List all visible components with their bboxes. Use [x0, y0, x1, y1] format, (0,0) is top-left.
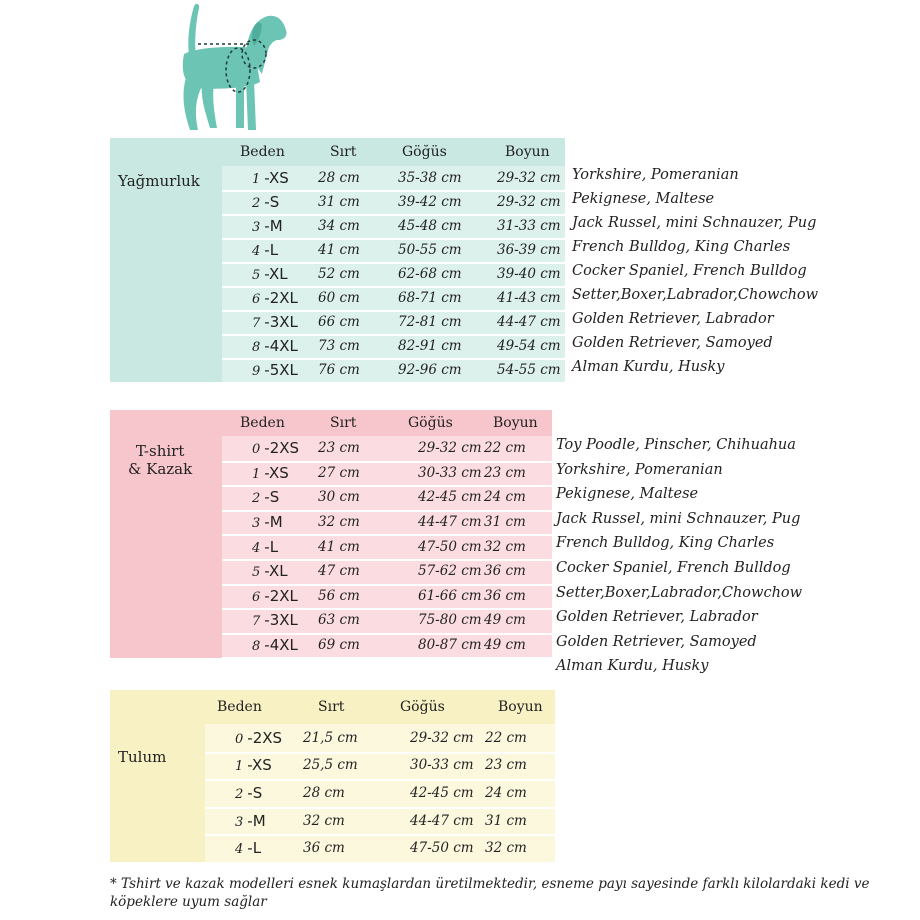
sirt-cell: 69 cm [318, 637, 360, 654]
table-row [222, 166, 565, 192]
sirt-cell: 60 cm [318, 290, 360, 306]
boyun-cell: 29-32 cm [497, 170, 561, 186]
breed-text: French Bulldog, King Charles [572, 239, 791, 255]
size-code: -3XL [264, 313, 298, 331]
gogus-cell: 44-47 cm [410, 812, 474, 829]
raincoat-label-column [110, 166, 222, 382]
gogus-cell: 42-45 cm [410, 784, 474, 801]
size-cell [235, 812, 266, 830]
gogus-cell: 35-38 cm [398, 170, 462, 186]
size-cell [252, 217, 283, 235]
size-cell [252, 265, 288, 283]
boyun-cell: 36-39 cm [497, 242, 561, 258]
sirt-cell: 47 cm [318, 563, 360, 580]
size-code: -S [247, 783, 263, 802]
sirt-cell: 56 cm [318, 587, 360, 604]
size-cell [252, 439, 299, 457]
breed-text: French Bulldog, King Charles [556, 535, 775, 552]
jumpsuit-rows [205, 724, 555, 862]
size-cell [235, 729, 282, 747]
boyun-cell: 24 cm [485, 784, 527, 801]
size-code: -L [264, 241, 279, 259]
table-row [222, 534, 552, 561]
size-cell [252, 337, 298, 355]
footnote: * Tshirt ve kazak modelleri esnek kumaşlardan üretilmektedir, esneme payı sayesinde farklı kilolardaki kedi ve köpeklere uyum sağlar [110, 876, 870, 910]
size-cell [235, 756, 272, 774]
size-code: -S [264, 488, 280, 507]
breed-text: Golden Retriever, Labrador [556, 609, 758, 626]
sirt-cell: 36 cm [303, 840, 345, 857]
gogus-cell: 92-96 cm [398, 362, 462, 378]
sirt-cell: 66 cm [318, 314, 360, 330]
breed-text: Cocker Spaniel, French Bulldog [556, 560, 791, 576]
raincoat-header [110, 138, 565, 166]
header-boyun: Boyun [498, 699, 543, 715]
boyun-cell: 31 cm [484, 514, 526, 531]
size-cell [252, 562, 288, 580]
boyun-cell: 39-40 cm [497, 266, 561, 282]
breed-text: Yorkshire, Pomeranian [572, 167, 739, 183]
tshirt-rows [222, 436, 552, 658]
breed-text: Pekignese, Maltese [572, 191, 715, 207]
table-row [205, 779, 555, 809]
table-row [222, 633, 552, 660]
table-row [222, 214, 565, 240]
tshirt-category: T-shirt & Kazak [128, 442, 193, 478]
gogus-cell: 44-47 cm [418, 514, 482, 531]
boyun-cell: 22 cm [484, 440, 526, 457]
breed-text: Golden Retriever, Labrador [572, 311, 774, 327]
size-number: 0 [252, 442, 261, 458]
size-code: -L [264, 537, 279, 556]
table-row [222, 584, 552, 611]
header-gogus: Göğüs [408, 415, 453, 431]
boyun-cell: 49 cm [484, 612, 526, 629]
tshirt-label-column [110, 436, 222, 658]
size-code: -3XL [264, 611, 298, 630]
size-code: -L [247, 839, 262, 858]
header-sirt: Sırt [330, 415, 357, 431]
boyun-cell: 32 cm [485, 840, 527, 857]
size-number: 7 [252, 316, 261, 331]
size-cell [252, 513, 283, 531]
size-number: 6 [252, 292, 261, 307]
table-row [222, 485, 552, 512]
breed-text: Golden Retriever, Samoyed [556, 633, 757, 650]
size-code: -2XS [264, 439, 300, 458]
table-row [205, 752, 555, 782]
sirt-cell: 31 cm [318, 194, 360, 210]
boyun-cell: 31-33 cm [497, 218, 561, 234]
boyun-cell: 22 cm [485, 729, 527, 746]
size-number: 1 [235, 759, 244, 775]
size-code: -M [264, 217, 283, 235]
jumpsuit-category: Tulum [118, 748, 167, 766]
gogus-cell: 39-42 cm [398, 194, 462, 210]
size-code: -4XL [264, 337, 298, 355]
boyun-cell: 49-54 cm [497, 338, 561, 354]
gogus-cell: 29-32 cm [410, 729, 474, 746]
sirt-cell: 52 cm [318, 266, 360, 282]
size-cell [252, 538, 278, 556]
breed-text: Pekignese, Maltese [556, 486, 699, 503]
size-number: 1 [252, 172, 261, 187]
boyun-cell: 23 cm [484, 464, 526, 481]
size-code: -XS [264, 463, 289, 482]
tshirt-header [110, 410, 552, 436]
header-beden: Beden [240, 415, 285, 431]
size-code: -4XL [264, 636, 298, 655]
size-cell [252, 488, 279, 506]
sirt-cell: 27 cm [318, 464, 360, 481]
table-row [222, 559, 552, 586]
size-code: -XS [264, 169, 289, 187]
table-row [222, 358, 565, 384]
boyun-cell: 36 cm [484, 563, 526, 580]
table-row [205, 724, 555, 754]
size-number: 3 [252, 220, 261, 235]
size-cell [235, 784, 262, 802]
size-cell [252, 241, 278, 259]
sirt-cell: 34 cm [318, 218, 360, 234]
sirt-cell: 41 cm [318, 538, 360, 555]
boyun-cell: 44-47 cm [497, 314, 561, 330]
boyun-cell: 36 cm [484, 587, 526, 604]
jumpsuit-label-column [110, 724, 205, 862]
jumpsuit-header [110, 690, 555, 724]
boyun-cell: 24 cm [484, 489, 526, 506]
gogus-cell: 30-33 cm [410, 757, 474, 774]
gogus-cell: 47-50 cm [410, 840, 474, 857]
table-row [222, 190, 565, 216]
breed-text: Toy Poodle, Pinscher, Chihuahua [556, 437, 796, 453]
table-row [222, 310, 565, 336]
header-boyun: Boyun [505, 144, 550, 160]
size-cell [235, 839, 261, 857]
sirt-cell: 23 cm [318, 440, 360, 457]
gogus-cell: 80-87 cm [418, 637, 482, 654]
size-code: -M [247, 811, 266, 830]
gogus-cell: 68-71 cm [398, 290, 462, 306]
gogus-cell: 82-91 cm [398, 338, 462, 354]
size-cell [252, 611, 298, 629]
boyun-cell: 54-55 cm [497, 362, 561, 378]
size-cell [252, 169, 289, 187]
size-number: 8 [252, 340, 261, 355]
sirt-cell: 28 cm [318, 170, 360, 186]
gogus-cell: 30-33 cm [418, 464, 482, 481]
size-code: -XL [264, 265, 288, 283]
boyun-cell: 49 cm [484, 637, 526, 654]
size-number: 9 [252, 364, 261, 379]
size-cell [252, 464, 289, 482]
table-row [222, 334, 565, 360]
breed-text: Cocker Spaniel, French Bulldog [572, 263, 807, 279]
table-row [222, 286, 565, 312]
sirt-cell: 25,5 cm [303, 757, 358, 774]
size-number: 2 [252, 196, 261, 211]
gogus-cell: 29-32 cm [418, 440, 482, 457]
gogus-cell: 57-62 cm [418, 563, 482, 580]
size-number: 4 [252, 540, 261, 556]
sirt-cell: 63 cm [318, 612, 360, 629]
size-number: 6 [252, 589, 261, 605]
gogus-cell: 72-81 cm [398, 314, 462, 330]
table-row [205, 834, 555, 864]
size-number: 5 [252, 565, 261, 581]
sirt-cell: 32 cm [318, 514, 360, 531]
size-number: 4 [235, 842, 244, 858]
boyun-cell: 32 cm [484, 538, 526, 555]
size-code: -S [264, 193, 280, 211]
sirt-cell: 76 cm [318, 362, 360, 378]
size-code: -XL [264, 562, 288, 581]
header-gogus: Göğüs [400, 699, 445, 715]
gogus-cell: 75-80 cm [418, 612, 482, 629]
table-row [222, 262, 565, 288]
size-code: -2XS [247, 728, 283, 747]
size-number: 8 [252, 639, 261, 655]
size-code: -2XL [264, 586, 298, 605]
header-gogus: Göğüs [402, 144, 447, 160]
header-beden: Beden [217, 699, 262, 715]
size-number: 4 [252, 244, 261, 259]
gogus-cell: 45-48 cm [398, 218, 462, 234]
breed-text: Yorkshire, Pomeranian [556, 461, 723, 478]
size-cell [252, 361, 298, 379]
header-beden: Beden [240, 144, 285, 160]
table-row [222, 461, 552, 488]
size-number: 0 [235, 731, 244, 747]
header-boyun: Boyun [493, 415, 538, 431]
header-sirt: Sırt [330, 144, 357, 160]
size-code: -5XL [264, 361, 298, 379]
size-number: 2 [252, 491, 261, 507]
table-row [205, 807, 555, 837]
boyun-cell: 31 cm [485, 812, 527, 829]
table-row [222, 436, 552, 463]
size-number: 3 [235, 814, 244, 830]
size-cell [252, 289, 298, 307]
raincoat-category: Yağmurluk [118, 172, 200, 190]
size-number: 3 [252, 516, 261, 532]
breed-text: Setter,Boxer,Labrador,Chowchow [556, 584, 803, 601]
table-row [222, 510, 552, 537]
size-number: 7 [252, 614, 261, 630]
size-number: 1 [252, 466, 261, 482]
breed-text: Alman Kurdu, Husky [572, 359, 725, 375]
sirt-cell: 41 cm [318, 242, 360, 258]
size-cell [252, 587, 298, 605]
breed-text: Jack Russel, mini Schnauzer, Pug [572, 215, 817, 231]
size-number: 2 [235, 786, 244, 802]
raincoat-rows [222, 166, 565, 382]
size-cell [252, 193, 279, 211]
size-code: -2XL [264, 289, 298, 307]
size-cell [252, 636, 298, 654]
gogus-cell: 42-45 cm [418, 489, 482, 506]
tshirt-extra-breed: Alman Kurdu, Husky [556, 658, 709, 674]
sirt-cell: 32 cm [303, 812, 345, 829]
sirt-cell: 21,5 cm [303, 729, 358, 746]
header-sirt: Sırt [318, 699, 345, 715]
gogus-cell: 62-68 cm [398, 266, 462, 282]
table-row [222, 608, 552, 635]
size-code: -XS [247, 756, 272, 775]
breed-text: Jack Russel, mini Schnauzer, Pug [556, 510, 801, 527]
size-code: -M [264, 513, 283, 532]
boyun-cell: 29-32 cm [497, 194, 561, 210]
breed-text: Setter,Boxer,Labrador,Chowchow [572, 287, 819, 303]
sirt-cell: 73 cm [318, 338, 360, 354]
sirt-cell: 28 cm [303, 784, 345, 801]
boyun-cell: 23 cm [485, 757, 527, 774]
size-number: 5 [252, 268, 261, 283]
sirt-cell: 30 cm [318, 489, 360, 506]
gogus-cell: 61-66 cm [418, 587, 482, 604]
breed-text: Golden Retriever, Samoyed [572, 335, 773, 351]
gogus-cell: 47-50 cm [418, 538, 482, 555]
table-row [222, 238, 565, 264]
size-cell [252, 313, 298, 331]
boyun-cell: 41-43 cm [497, 290, 561, 306]
dog-silhouette-icon [150, 2, 290, 138]
gogus-cell: 50-55 cm [398, 242, 462, 258]
